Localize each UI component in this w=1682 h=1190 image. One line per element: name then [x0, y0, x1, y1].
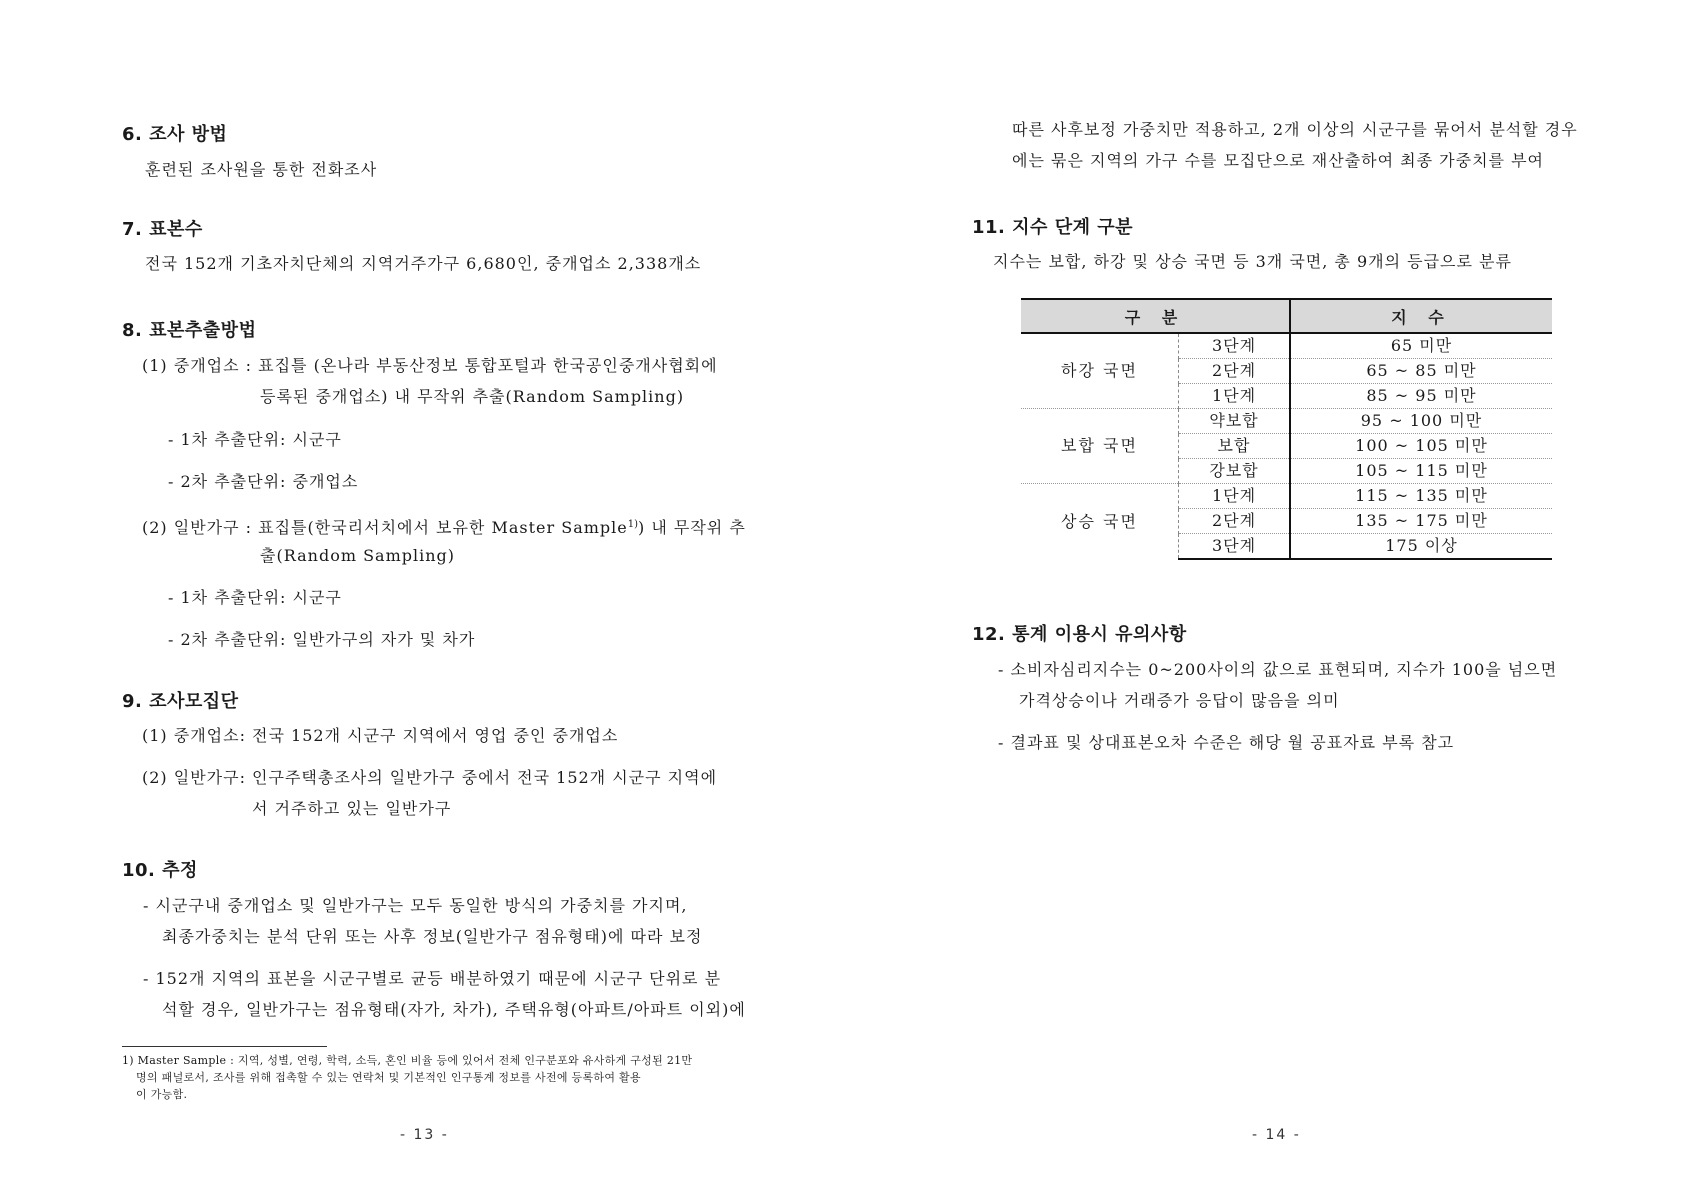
range-cell: 85 ~ 95 미만 — [1290, 384, 1552, 409]
stage-cell: 1단계 — [1179, 484, 1291, 509]
phase-label: 하강 국면 — [1061, 361, 1138, 380]
stage-cell: 1단계 — [1179, 384, 1291, 409]
section-8-item1-line1: (1) 중개업소 : 표집틀 (온나라 부동산정보 통합포털과 한국공인중개사협회에 — [142, 356, 718, 375]
range-cell: 65 ~ 85 미만 — [1290, 359, 1552, 384]
continued-text-line2: 에는 묶은 지역의 가구 수를 모집단으로 재산출하여 최종 가중치를 부여 — [1012, 151, 1544, 170]
section-8-item2-sub2: - 2차 추출단위: 일반가구의 자가 및 차가 — [168, 630, 476, 649]
section-8-item1-sub2: - 2차 추출단위: 중개업소 — [168, 472, 359, 491]
stage-cell: 3단계 — [1179, 534, 1291, 560]
page-number: - 13 - — [400, 1127, 449, 1143]
section-8-heading: 8. 표본추출방법 — [122, 320, 257, 341]
section-9-item2-line2: 서 거주하고 있는 일반가구 — [252, 799, 452, 818]
stage-cell: 강보합 — [1179, 459, 1291, 484]
phase-label: 상승 국면 — [1021, 484, 1179, 560]
section-8-item1-line2: 등록된 중개업소) 내 무작위 추출(Random Sampling) — [260, 387, 685, 406]
range-cell: 105 ~ 115 미만 — [1290, 459, 1552, 484]
index-stage-table — [1021, 298, 1552, 560]
section-10-heading: 10. 추정 — [122, 860, 198, 881]
section-12-bullet1-line1: - 소비자심리지수는 0~200사이의 값으로 표현되며, 지수가 100을 넘으면 — [998, 660, 1558, 679]
section-10-bullet1-line2: 최종가중치는 분석 단위 또는 사후 정보(일반가구 점유형태)에 따라 보정 — [162, 927, 703, 946]
section-12-heading: 12. 통계 이용시 유의사항 — [972, 624, 1187, 645]
stage-cell: 2단계 — [1179, 509, 1291, 534]
continued-text-line1: 따른 사후보정 가중치만 적용하고, 2개 이상의 시군구를 묶어서 분석할 경우 — [1012, 120, 1578, 139]
section-6-text: 훈련된 조사원을 통한 전화조사 — [145, 160, 378, 179]
section-11-text: 지수는 보합, 하강 및 상승 국면 등 3개 국면, 총 9개의 등급으로 분류 — [993, 252, 1512, 271]
section-12-bullet2: - 결과표 및 상대표본오차 수준은 해당 월 공표자료 부록 참고 — [998, 733, 1455, 752]
stage-cell: 2단계 — [1179, 359, 1291, 384]
range-cell: 175 이상 — [1290, 534, 1552, 560]
section-10-bullet2-line1: - 152개 지역의 표본을 시군구별로 균등 배분하였기 때문에 시군구 단위로 분 — [143, 969, 722, 988]
table-row — [1021, 484, 1552, 509]
section-9-item1: (1) 중개업소: 전국 152개 시군구 지역에서 영업 중인 중개업소 — [142, 726, 619, 745]
table-row — [1021, 409, 1552, 434]
section-7-text: 전국 152개 기초자치단체의 지역거주가구 6,680인, 중개업소 2,338개소 — [145, 254, 702, 273]
table-row — [1021, 333, 1552, 359]
page-14 — [841, 0, 1682, 1190]
footnote-line: 1) Master Sample : 지역, 성별, 연령, 학력, 소득, 혼인 비율 등에 있어서 전체 인구분포와 유사하게 구성된 21만 — [122, 1054, 693, 1067]
footnote-divider — [122, 1046, 327, 1047]
phase-label: 보합 국면 — [1021, 409, 1179, 484]
table-header-row — [1021, 299, 1552, 333]
section-10-bullet2-line2: 석할 경우, 일반가구는 점유형태(자가, 차가), 주택유형(아파트/아파트 이외)에 — [162, 1000, 746, 1019]
stage-cell: 보합 — [1179, 434, 1291, 459]
section-8-item2-sub1: - 1차 추출단위: 시군구 — [168, 588, 342, 607]
section-8-item2-line1: (2) 일반가구 : 표집틀(한국리서치에서 보유한 Master Sample$^{1)}$) 내 무작위 추 — [142, 518, 746, 537]
section-8-item2-line2: 출(Random Sampling) — [260, 546, 456, 565]
section-10-bullet1-line1: - 시군구내 중개업소 및 일반가구는 모두 동일한 방식의 가중치를 가지며, — [143, 896, 688, 915]
range-cell: 95 ~ 100 미만 — [1290, 409, 1552, 434]
section-12-bullet1-line2: 가격상승이나 거래증가 응답이 많음을 의미 — [1019, 691, 1340, 710]
section-6-heading: 6. 조사 방법 — [122, 124, 228, 145]
range-cell: 135 ~ 175 미만 — [1290, 509, 1552, 534]
footnote-line: 이 가능함. — [136, 1088, 188, 1101]
range-cell: 100 ~ 105 미만 — [1290, 434, 1552, 459]
footnote — [122, 1052, 732, 1103]
range-cell: 115 ~ 135 미만 — [1290, 484, 1552, 509]
footnote-ref[interactable]: 1) — [627, 519, 639, 530]
section-7-heading: 7. 표본수 — [122, 219, 203, 240]
footnote-line: 명의 패널로서, 조사를 위해 접촉할 수 있는 연락처 및 기본적인 인구통계 정보를 사전에 등록하여 활용 — [136, 1071, 641, 1084]
stage-cell: 약보합 — [1179, 409, 1291, 434]
range-cell: 65 미만 — [1390, 336, 1453, 355]
page-number: - 14 - — [1252, 1127, 1301, 1143]
section-9-heading: 9. 조사모집단 — [122, 691, 239, 712]
table-header-category: 구 분 — [1021, 299, 1290, 333]
section-9-item2-line1: (2) 일반가구: 인구주택총조사의 일반가구 중에서 전국 152개 시군구 지역에 — [142, 768, 718, 787]
stage-cell: 3단계 — [1179, 333, 1291, 359]
section-8-item1-sub1: - 1차 추출단위: 시군구 — [168, 430, 342, 449]
table-header-index: 지 수 — [1290, 299, 1552, 333]
section-11-heading: 11. 지수 단계 구분 — [972, 217, 1134, 238]
